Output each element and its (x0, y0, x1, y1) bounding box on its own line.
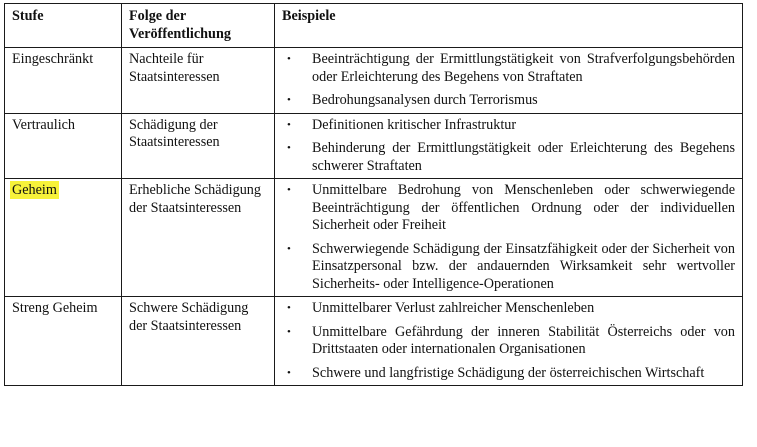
list-item (282, 182, 735, 235)
list-item (282, 300, 735, 318)
bullet-icon: • (287, 184, 291, 196)
level-cell (5, 113, 122, 179)
bullet-icon: • (287, 242, 291, 255)
bullet-icon: • (287, 325, 291, 338)
list-item (282, 92, 735, 110)
bullet-icon: • (287, 118, 291, 131)
table-row (5, 179, 743, 297)
level-cell (5, 48, 122, 114)
level-label-highlighted: Geheim (12, 182, 57, 198)
example-text: Unmittelbarer Verlust zahlreicher Menschenleben (312, 300, 595, 316)
list-item (282, 117, 735, 135)
bullet-icon: • (287, 142, 291, 154)
bullet-icon: • (287, 302, 291, 314)
example-text: Unmittelbare Bedrohung von Menschenleben oder schwerwiegende Beeinträchtigung der öffentlichen Ordnung oder der individuellen Sicherheit oder Freiheit (312, 182, 735, 233)
example-text: Schwere und langfristige Schädigung der österreichischen Wirtschaft (312, 364, 705, 381)
consequence-cell: Erhebliche Schädigung der Staatsinteressen (122, 179, 275, 297)
level-cell (5, 297, 122, 386)
list-item (282, 365, 735, 383)
examples-cell (275, 48, 743, 114)
consequence-cell: Schädigung der Staatsinteressen (122, 113, 275, 179)
example-text: Beeinträchtigung der Ermittlungstätigkeit von Strafverfolgungsbehörden oder Erleichterung des Begehens von Straftaten (312, 51, 735, 85)
header-stufe: Stufe (5, 4, 122, 48)
examples-list (282, 300, 735, 382)
example-text: Definitionen kritischer Infrastruktur (312, 116, 517, 133)
level-label: Vertraulich (12, 116, 76, 133)
example-text: Bedrohungsanalysen durch Terrorismus (312, 92, 538, 108)
classification-table (4, 3, 743, 386)
bullet-icon: • (287, 53, 291, 65)
examples-list (282, 117, 735, 176)
examples-list (282, 51, 735, 110)
bullet-icon: • (287, 366, 291, 379)
header-folge: Folge der Veröffentlichung (122, 4, 275, 48)
level-cell (5, 179, 122, 297)
table-row (5, 297, 743, 386)
table-row (5, 48, 743, 114)
example-text: Unmittelbare Gefährdung der inneren Stabilität Österreichs oder von Drittstaaten oder internationalen Organisationen (312, 323, 735, 357)
table-header-row (5, 4, 743, 48)
table-body (5, 48, 743, 386)
table-row (5, 113, 743, 179)
example-text: Schwerwiegende Schädigung der Einsatzfähigkeit oder der Sicherheit von Einsatzpersonal bzw. der andauernden Wirksamkeit sehr wertvoller Sicherheits- oder Intelligence-Operationen (312, 240, 735, 292)
examples-cell (275, 113, 743, 179)
header-beispiele: Beispiele (275, 4, 743, 48)
example-text: Behinderung der Ermittlungstätigkeit oder Erleichterung des Begehens schwerer Straftaten (312, 140, 735, 174)
list-item (282, 51, 735, 86)
list-item (282, 324, 735, 359)
list-item (282, 241, 735, 294)
consequence-cell: Nachteile für Staatsinteressen (122, 48, 275, 114)
list-item (282, 140, 735, 175)
level-label: Streng Geheim (12, 300, 98, 316)
examples-list (282, 182, 735, 293)
examples-cell (275, 297, 743, 386)
examples-cell (275, 179, 743, 297)
level-label: Eingeschränkt (12, 51, 94, 67)
bullet-icon: • (287, 94, 291, 106)
consequence-cell: Schwere Schädigung der Staatsinteressen (122, 297, 275, 386)
